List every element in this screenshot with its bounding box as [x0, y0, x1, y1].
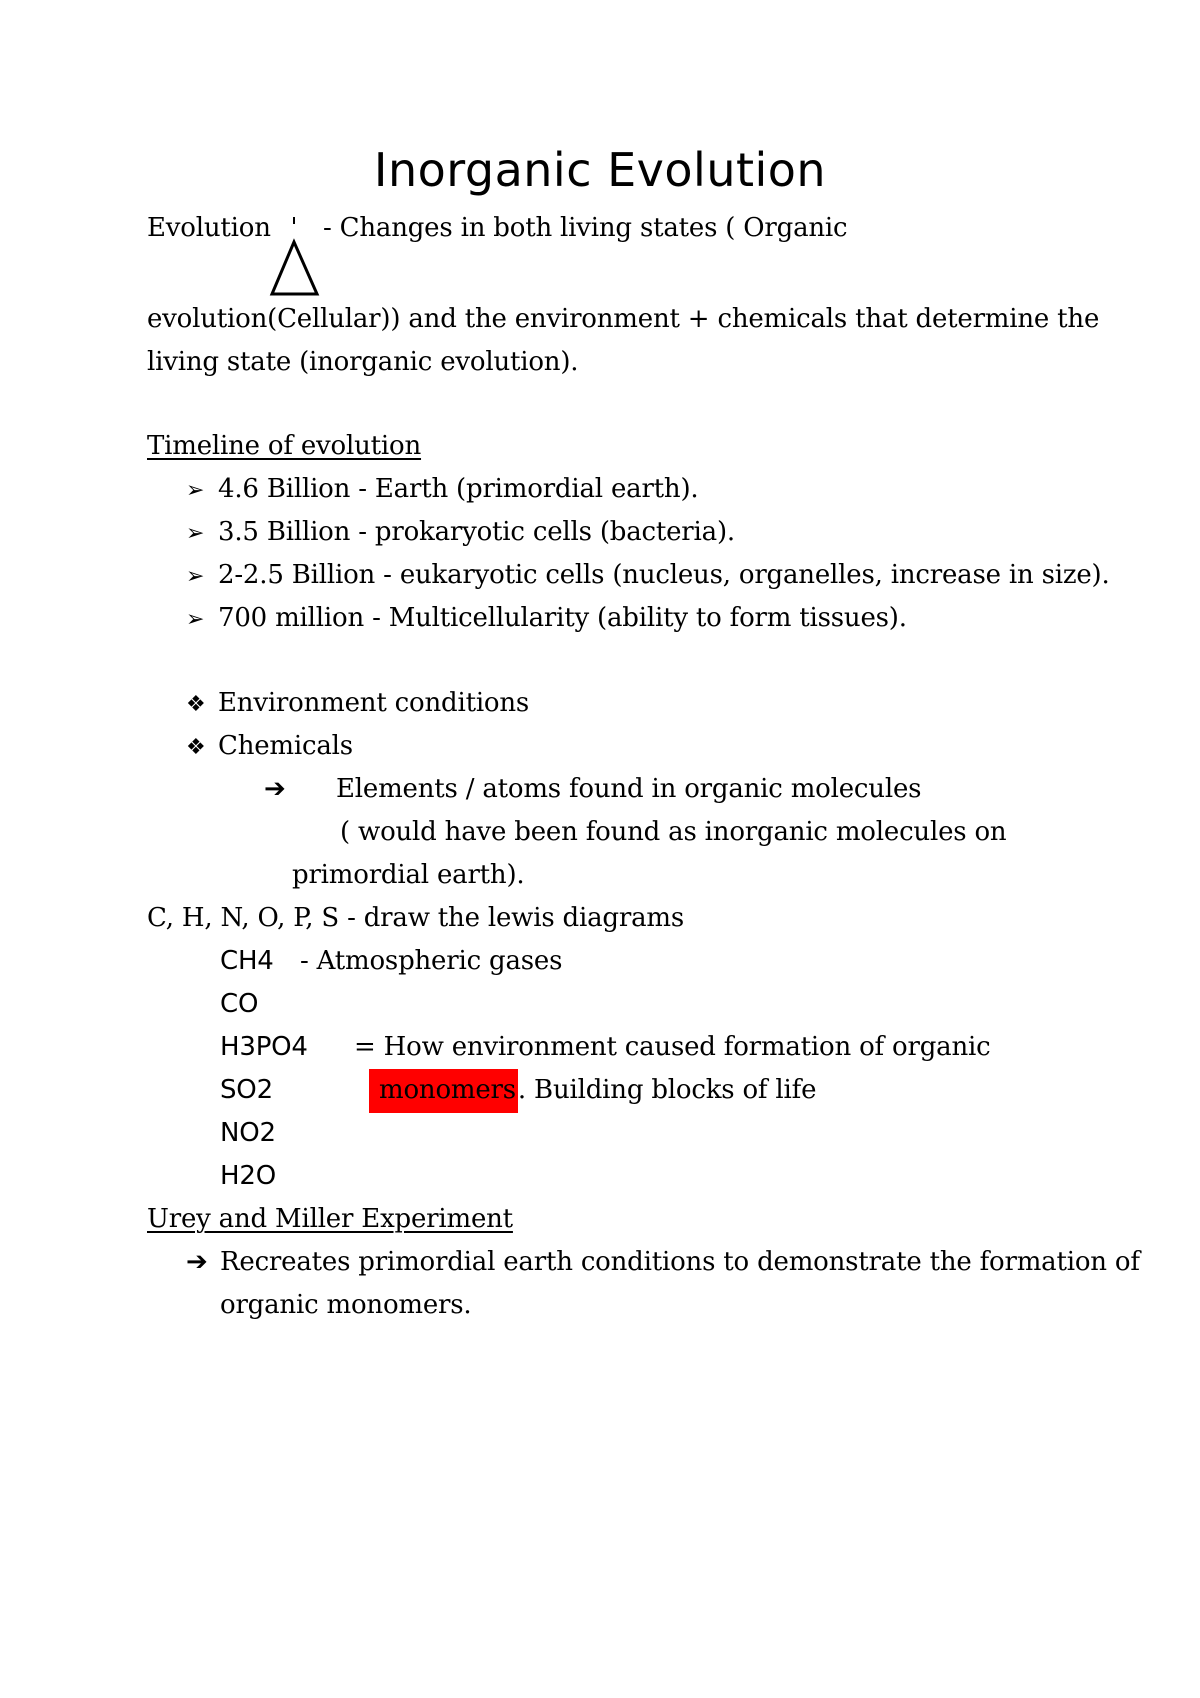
atmospheric-gases-note: - Atmospheric gases: [300, 946, 563, 976]
elements-line: C, H, N, O, P, S - draw the lewis diagrams: [147, 903, 684, 933]
evolution-definition-line3: living state (inorganic evolution).: [147, 347, 579, 377]
experiment-item-line2: organic monomers.: [220, 1290, 472, 1320]
timeline-item-text: 700 million - Multicellularity (ability to form tissues).: [218, 603, 907, 633]
chemicals-subitem-line2: ( would have been found as inorganic molecules on: [340, 817, 1007, 847]
chemicals-subitem-line1: Elements / atoms found in organic molecules: [336, 774, 922, 804]
experiment-item-line1: Recreates primordial earth conditions to demonstrate the formation of: [220, 1247, 1140, 1277]
arrowhead-bullet-icon: ➢: [186, 607, 205, 632]
environment-note-line2-rest: . Building blocks of life: [517, 1075, 817, 1105]
timeline-item-text: 4.6 Billion - Earth (primordial earth).: [218, 474, 699, 504]
chemicals-subitem-line3: primordial earth).: [292, 860, 525, 890]
arrowhead-bullet-icon: ➢: [186, 564, 205, 589]
arrowhead-bullet-icon: ➢: [186, 521, 205, 546]
timeline-item-text: 2-2.5 Billion - eukaryotic cells (nucleus, organelles, increase in size).: [218, 560, 1110, 590]
arrowhead-bullet-icon: ➢: [186, 478, 205, 503]
timeline-item: [186, 559, 1110, 593]
delta-triangle-icon: [267, 212, 327, 298]
molecule-h3po4: H3PO4: [220, 1032, 308, 1062]
arrow-bullet-icon: ➔: [186, 1247, 208, 1277]
molecule-co: CO: [220, 989, 259, 1019]
molecule-so2: SO2: [220, 1075, 273, 1105]
experiment-heading: Urey and Miller Experiment: [147, 1204, 513, 1234]
evolution-term: Evolution: [147, 213, 271, 243]
timeline-item-text: 3.5 Billion - prokaryotic cells (bacteria).: [218, 517, 735, 547]
highlighted-term: monomers: [369, 1069, 518, 1113]
environment-note-line2: [369, 1074, 816, 1106]
page-title: Inorganic Evolution: [373, 143, 827, 197]
evolution-definition-line1: - Changes in both living states ( Organic: [323, 213, 848, 243]
environment-note-line1: = How environment caused formation of organic: [354, 1032, 991, 1062]
molecule-no2: NO2: [220, 1118, 276, 1148]
factor-item: [186, 730, 353, 764]
evolution-definition-line2: evolution(Cellular)) and the environment + chemicals that determine the: [147, 304, 1100, 334]
molecule-h2o: H2O: [220, 1161, 276, 1191]
timeline-item: [186, 602, 907, 636]
timeline-item: [186, 516, 735, 550]
arrow-bullet-icon: ➔: [264, 774, 286, 804]
timeline-heading: Timeline of evolution: [147, 431, 422, 461]
factor-item: [186, 687, 529, 721]
diamond-bullet-icon: ❖: [186, 692, 206, 717]
diamond-bullet-icon: ❖: [186, 735, 206, 760]
factor-item-text: Environment conditions: [218, 688, 530, 718]
timeline-item: [186, 473, 699, 507]
factor-item-text: Chemicals: [218, 731, 353, 761]
molecule-ch4: CH4: [220, 946, 274, 976]
